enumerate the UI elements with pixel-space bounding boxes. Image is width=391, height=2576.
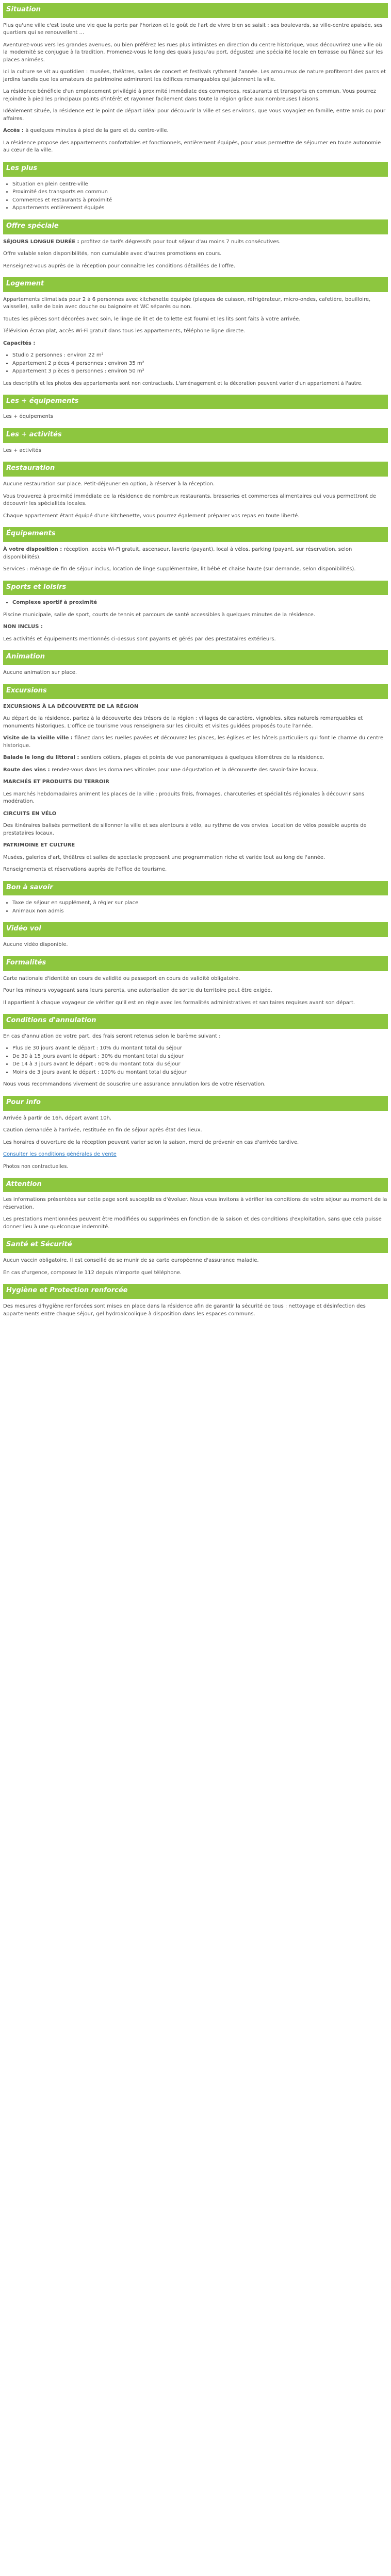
- section-activites-title: Les + activités: [3, 428, 388, 443]
- list-item: • Plus de 30 jours avant le départ : 10% du montant total du séjour: [12, 1045, 388, 1053]
- section-video-title: Vidéo vol: [3, 922, 388, 937]
- pratique-paragraph: Les horaires d'ouverture de la réception peuvent varier selon la saison, merci de prévenir en cas d'arrivée tardive.: [3, 1139, 299, 1145]
- section-offer-title: Offre spéciale: [3, 219, 388, 234]
- list-item: • Appartements entièrement équipés: [12, 205, 388, 212]
- logement-paragraph: Télévision écran plat, accès Wi-Fi gratuit dans tous les appartements, téléphone ligne directe.: [3, 328, 246, 334]
- excursion-label: Route des vins :: [3, 767, 52, 773]
- section-attention-title: Attention: [3, 1178, 388, 1193]
- list-item: • Taxe de séjour en supplément, à régler sur place: [12, 900, 388, 907]
- section-restauration-title: Restauration: [3, 462, 388, 477]
- plus-list: [3, 181, 388, 212]
- situation-paragraph: Idéalement située, la résidence est le point de départ idéal pour découvrir la ville et ses environs, que vous voyagiez en famille, entre amis ou pour affaires.: [3, 108, 386, 122]
- section-situation-title: Situation: [3, 3, 388, 18]
- section-formalites-title: Formalités: [3, 956, 388, 971]
- restauration-paragraph: Vous trouverez à proximité immédiate de la résidence de nombreux restaurants, brasseries et commerces alimentaires qui vous permettront de découvrir les spécialités locales.: [3, 493, 377, 507]
- situation-paragraph: La résidence propose des appartements confortables et fonctionnels, entièrement équipés, pour vous permettre de séjourner en toute autonomie au cœur de la ville.: [3, 140, 381, 154]
- restauration-paragraph: Aucune restauration sur place. Petit-déjeuner en option, à réserver à la réception.: [3, 481, 215, 487]
- excursion-label: Visite de la vieille ville :: [3, 735, 75, 741]
- list-item: • Animaux non admis: [12, 908, 388, 916]
- situation-paragraph: Aventurez-vous vers les grandes avenues, ou bien préférez les rues plus intimistes en direction du centre historique, vous découvrirez une ville où la modernité se conjugue à la tradition. Promenez-vous le long des quais jusqu'au port, dégustez une spécialité locale en terrasse ou flânez sur les places animées.: [3, 42, 383, 63]
- excursions-paragraph: Au départ de la résidence, partez à la découverte des trésors de la région : villages de caractère, vignobles, sites naturels remarquables et monuments historiques. L'office de tourisme vous renseignera sur les circuits et visites guidées proposés toute l'année.: [3, 716, 363, 729]
- offer-paragraph: [3, 239, 388, 246]
- pratique-link-row: [3, 1151, 388, 1159]
- section-sports-title: Sports et loisirs: [3, 581, 388, 596]
- hygiene-paragraph: Des mesures d'hygiène renforcées sont mises en place dans la résidence afin de garantir la sécurité de tous : nettoyage et désinfection des appartements entre chaque séjour, gel hydroalcoolique à disposition dans les espaces communs.: [3, 1303, 366, 1317]
- section-hygiene-title: Hygiène et Protection renforcée: [3, 1284, 388, 1299]
- animation-paragraph: Aucune animation sur place.: [3, 670, 77, 676]
- section-pratique-title: Pour info: [3, 1096, 388, 1111]
- access-label: Accès :: [3, 128, 26, 134]
- sports-paragraph: Piscine municipale, salle de sport, courts de tennis et parcours de santé accessibles à quelques minutes de la résidence.: [3, 612, 316, 618]
- section-logement-title: Logement: [3, 277, 388, 292]
- excursion-label: Balade le long du littoral :: [3, 755, 81, 761]
- section-equipements-detail-title: Équipements: [3, 527, 388, 542]
- list-item: • Appartement 3 pièces 6 personnes : environ 50 m²: [12, 368, 388, 376]
- equipements-text: réception, accès Wi-Fi gratuit, ascenseur, laverie (payant), local à vélos, parking (payant, sur réservation, selon disponibilités).: [3, 547, 352, 560]
- infos-list: [3, 900, 388, 915]
- sante-paragraph: En cas d'urgence, composez le 112 depuis n'importe quel téléphone.: [3, 1269, 182, 1276]
- excursion-text: sentiers côtiers, plages et points de vue panoramiques à quelques kilomètres de la résidence.: [80, 755, 324, 761]
- section-plus-title: Les plus: [3, 162, 388, 177]
- excursions-paragraph: Musées, galeries d'art, théâtres et salles de spectacle proposent une programmation riche et variée tout au long de l'année.: [3, 854, 325, 860]
- formalites-paragraph: Pour les mineurs voyageant sans leurs parents, une autorisation de sortie du territoire peut être exigée.: [3, 988, 272, 994]
- formalites-paragraph: Il appartient à chaque voyageur de vérifier qu'il est en règle avec les formalités administratives et sanitaires requises avant son départ.: [3, 999, 355, 1006]
- conditions-paragraph: Nous vous recommandons vivement de souscrire une assurance annulation lors de votre réservation.: [3, 1081, 266, 1088]
- sports-paragraph: Les activités et équipements mentionnés ci-dessus sont payants et gérés par des prestataires extérieurs.: [3, 636, 276, 642]
- offer-paragraph: Renseignez-vous auprès de la réception pour connaître les conditions détaillées de l'offre.: [3, 263, 236, 269]
- excursions-paragraph: [3, 767, 388, 774]
- situation-paragraph: Plus qu'une ville c'est toute une vie que la porte par l'horizon et le goût de l'art de vivre bien se saisit : ses boulevards, sa ville-centre apaisée, ses quartiers qui se renouvellent ...: [3, 22, 383, 36]
- logement-paragraph: Toutes les pièces sont décorées avec soin, le linge de lit et de toilette est fourni et les lits sont faits à votre arrivée.: [3, 316, 301, 322]
- cgv-link[interactable]: Consulter les conditions générales de vente: [3, 1151, 117, 1158]
- excursions-paragraph: Les marchés hebdomadaires animent les places de la ville : produits frais, fromages, charcuteries et spécialités régionales à découvrir sans modération.: [3, 791, 365, 805]
- video-paragraph: Aucune vidéo disponible.: [3, 942, 68, 948]
- list-item: • Moins de 3 jours avant le départ : 100% du montant total du séjour: [12, 1069, 388, 1077]
- list-item: • Commerces et restaurants à proximité: [12, 197, 388, 205]
- excursions-paragraph: Des itinéraires balisés permettent de sillonner la ville et ses alentours à vélo, au rythme de vos envies. Location de vélos possible auprès de prestataires locaux.: [3, 823, 367, 836]
- situation-paragraph: La résidence bénéficie d'un emplacement privilégié à proximité immédiate des commerces, restaurants et transports en commun. Vous pourrez rejoindre à pied les principaux points d'intérêt et rayonner facilement dans toute la région grâce aux nombreuses liaisons.: [3, 89, 376, 102]
- logement-note: Les descriptifs et les photos des appartements sont non contractuels. L'aménagement et la décoration peuvent varier d'un appartement à l'autre.: [3, 380, 363, 386]
- equipements-detail-paragraph: Services : ménage de fin de séjour inclus, location de linge supplémentaire, lit bébé et chaise haute (sur demande, selon disponibilités).: [3, 566, 356, 572]
- pratique-paragraph: Arrivée à partir de 16h, départ avant 10h.: [3, 1115, 112, 1121]
- activites-paragraph: Les + activités: [3, 447, 41, 453]
- restauration-paragraph: Chaque appartement étant équipé d'une kitchenette, vous pourrez également préparer vos repas en toute liberté.: [3, 513, 300, 519]
- offer-label: SÉJOURS LONGUE DURÉE :: [3, 239, 82, 245]
- offer-text: profitez de tarifs dégressifs pour tout séjour d'au moins 7 nuits consécutives.: [81, 239, 281, 245]
- excursions-subtitle: MARCHÉS ET PRODUITS DU TERROIR: [3, 779, 109, 785]
- formalites-paragraph: Carte nationale d'identité en cours de validité ou passeport en cours de validité obligatoire.: [3, 975, 240, 981]
- offer-paragraph: Offre valable selon disponibilités, non cumulable avec d'autres promotions en cours.: [3, 251, 222, 257]
- sports-list: [3, 599, 388, 607]
- sante-paragraph: Aucun vaccin obligatoire. Il est conseillé de se munir de sa carte européenne d'assurance maladie.: [3, 1258, 259, 1264]
- excursion-text: flânez dans les ruelles pavées et découvrez les places, les églises et les hôtels particuliers qui font le charme du centre historique.: [3, 735, 384, 749]
- equipements-detail-paragraph: [3, 546, 388, 561]
- section-equipements-title: Les + équipements: [3, 395, 388, 410]
- conditions-paragraph: En cas d'annulation de votre part, des frais seront retenus selon le barème suivant :: [3, 1033, 221, 1039]
- list-item: • De 14 à 3 jours avant le départ : 60% du montant total du séjour: [12, 1061, 388, 1069]
- pratique-note: Photos non contractuelles.: [3, 1163, 69, 1170]
- section-sante-title: Santé et Sécurité: [3, 1238, 388, 1253]
- section-infos-title: Bon à savoir: [3, 881, 388, 896]
- attention-paragraph: Les informations présentées sur cette page sont susceptibles d'évoluer. Nous vous invitons à vérifier les conditions de votre séjour au moment de la réservation.: [3, 1197, 387, 1210]
- list-item: • Appartement 2 pièces 4 personnes : environ 35 m²: [12, 360, 388, 368]
- equipements-label: À votre disposition :: [3, 547, 64, 553]
- excursions-paragraph: [3, 735, 388, 750]
- situation-paragraph: Ici la culture se vit au quotidien : musées, théâtres, salles de concert et festivals rythment l'année. Les amoureux de nature profiteront des parcs et jardins tandis que les amateurs de patrimoine admireront les édifices remarquables qui jalonnent la ville.: [3, 69, 386, 82]
- attention-paragraph: Les prestations mentionnées peuvent être modifiées ou supprimées en fonction de la saison et des conditions d'exploitation, sans que cela puisse donner lieu à une quelconque indemnité.: [3, 1216, 382, 1230]
- excursions-subtitle: CIRCUITS EN VÉLO: [3, 810, 57, 817]
- access-text: à quelques minutes à pied de la gare et du centre-ville.: [25, 128, 169, 134]
- logement-paragraph: Appartements climatisés pour 2 à 6 personnes avec kitchenette équipée (plaques de cuisson, réfrigérateur, micro-ondes, cafetière, bouilloire, vaisselle), salle de bain avec douche ou baignoire et WC séparés ou non.: [3, 296, 371, 310]
- section-conditions-title: Conditions d'annulation: [3, 1014, 388, 1029]
- equipements-paragraph: Les + équipements: [3, 414, 53, 420]
- capacity-list: [3, 352, 388, 376]
- list-item: • Proximité des transports en commun: [12, 189, 388, 196]
- section-excursions-title: Excursions: [3, 684, 388, 699]
- list-item: • Complexe sportif à proximité: [12, 599, 388, 607]
- excursions-subtitle: PATRIMOINE ET CULTURE: [3, 842, 75, 849]
- excursions-paragraph: Renseignements et réservations auprès de l'office de tourisme.: [3, 867, 167, 873]
- list-item: • Studio 2 personnes : environ 22 m²: [12, 352, 388, 360]
- list-item: • De 30 à 15 jours avant le départ : 30% du montant total du séjour: [12, 1053, 388, 1061]
- excursions-paragraph: [3, 754, 388, 762]
- capacity-label: Capacités :: [3, 340, 36, 346]
- pratique-paragraph: Caution demandée à l'arrivée, restituée en fin de séjour après état des lieux.: [3, 1127, 202, 1133]
- section-animation-title: Animation: [3, 650, 388, 665]
- excursion-text: rendez-vous dans les domaines viticoles pour une dégustation et la découverte des savoir-faire locaux.: [52, 767, 319, 773]
- excursions-subtitle: EXCURSIONS À LA DÉCOUVERTE DE LA RÉGION: [3, 703, 139, 709]
- conditions-list: [3, 1045, 388, 1076]
- sports-not-included: NON INCLUS :: [3, 624, 43, 630]
- list-item: • Situation en plein centre-ville: [12, 181, 388, 189]
- situation-access: [3, 127, 388, 135]
